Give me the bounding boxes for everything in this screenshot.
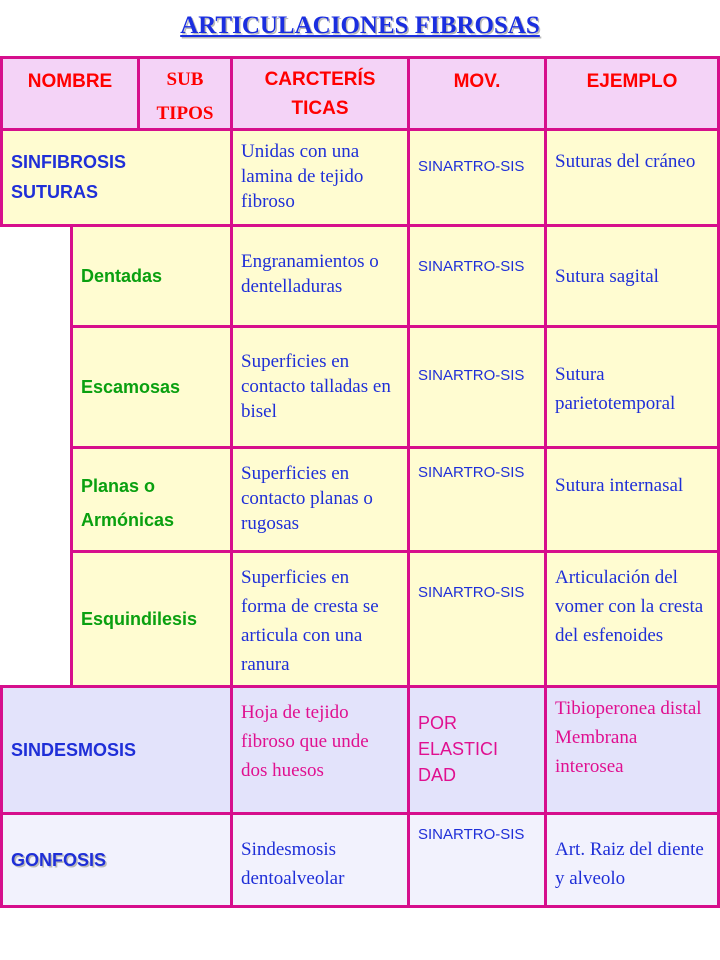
header-nombre: [0, 56, 140, 131]
gonfosis-ejemplo: Art. Raiz del diente y alveolo: [555, 839, 704, 889]
subtype-esquindilesis-desc-cell: [230, 550, 410, 688]
page-title: ARTICULACIONES FIBROSAS: [180, 12, 540, 39]
sindesmosis-name: SINDESMOSIS: [11, 740, 137, 760]
subtype-mov: SINARTRO-SIS: [418, 367, 525, 384]
subtype-esquindilesis-mov-cell: [407, 550, 547, 688]
subtype-name: Planas o Armónicas: [81, 476, 175, 530]
subtype-ejemplo: Sutura parietotemporal: [555, 364, 676, 414]
gonfosis-mov-cell: [407, 812, 547, 908]
subtype-escamosas-name-cell: [70, 325, 233, 449]
subtype-mov: SINARTRO-SIS: [418, 464, 525, 481]
subtype-planas-mov-cell: [407, 446, 547, 553]
sinfibrosis-desc-cell: [230, 128, 410, 227]
sindesmosis-ejemplo: Tibioperonea distal Membrana interosea: [555, 698, 702, 777]
subtype-desc: Engranamientos o dentelladuras: [241, 251, 379, 297]
sinfibrosis-name-cell: [0, 128, 233, 227]
sinfibrosis-ejemplo-cell: [544, 128, 720, 227]
subtype-planas-ejemplo-cell: [544, 446, 720, 553]
sinfibrosis-ejemplo: Suturas del cráneo: [555, 151, 696, 172]
subtype-name: Dentadas: [81, 266, 163, 286]
subtype-ejemplo: Sutura sagital: [555, 265, 659, 287]
subtype-dentadas-name-cell: [70, 224, 233, 328]
subtype-esquindilesis-name-cell: [70, 550, 233, 688]
sindesmosis-desc-cell: [230, 685, 410, 815]
header-caracteristicas: [230, 56, 410, 131]
subtype-escamosas-mov-cell: [407, 325, 547, 449]
subtype-planas-name-cell: [70, 446, 233, 553]
gonfosis-desc-cell: [230, 812, 410, 908]
subtype-ejemplo: Articulación del vomer con la cresta del esfenoides: [555, 567, 704, 646]
header-caracteristicas-line1: CARCTERÍS: [264, 69, 376, 90]
header-mov-label: MOV.: [453, 71, 501, 92]
header-mov: [407, 56, 547, 131]
subtype-mov: SINARTRO-SIS: [418, 584, 525, 601]
sindesmosis-name-cell: [0, 685, 233, 815]
subtype-name: Esquindilesis: [81, 609, 198, 629]
subtype-dentadas-mov-cell: [407, 224, 547, 328]
subtype-desc: Superficies en contacto talladas en bisel: [241, 351, 391, 422]
subtype-desc: Superficies en contacto planas o rugosas: [241, 463, 373, 534]
sinfibrosis-mov: SINARTRO-SIS: [418, 158, 525, 175]
sindesmosis-ejemplo-cell: [544, 685, 720, 815]
gonfosis-mov: SINARTRO-SIS: [418, 826, 525, 843]
sindesmosis-mov: POR ELASTICI DAD: [418, 713, 499, 785]
header-subtipos-line2: TIPOS: [156, 103, 214, 124]
header-ejemplo-label: EJEMPLO: [586, 71, 678, 92]
subtype-desc: Superficies en forma de cresta se articula con una ranura: [241, 567, 379, 675]
subtype-ejemplo: Sutura internasal: [555, 475, 684, 496]
header-ejemplo: [544, 56, 720, 131]
sinfibrosis-name-line2: SUTURAS: [11, 182, 99, 202]
gonfosis-name-cell: [0, 812, 233, 908]
subtype-escamosas-desc-cell: [230, 325, 410, 449]
sinfibrosis-name-line1: SINFIBROSIS: [11, 152, 127, 172]
gonfosis-name: GONFOSIS: [11, 850, 107, 870]
gonfosis-desc: Sindesmosis dentoalveolar: [241, 839, 345, 889]
subtype-escamosas-ejemplo-cell: [544, 325, 720, 449]
sinfibrosis-desc: Unidas con una lamina de tejido fibroso: [241, 141, 364, 212]
header-subtipos: [137, 56, 233, 131]
sindesmosis-desc: Hoja de tejido fibroso que unde dos huesos: [241, 702, 369, 781]
subtype-dentadas-desc-cell: [230, 224, 410, 328]
gonfosis-ejemplo-cell: [544, 812, 720, 908]
header-nombre-label: NOMBRE: [27, 71, 113, 92]
subtype-name: Escamosas: [81, 377, 181, 397]
subtype-esquindilesis-ejemplo-cell: [544, 550, 720, 688]
header-caracteristicas-line2: TICAS: [291, 98, 349, 119]
subtype-mov: SINARTRO-SIS: [418, 258, 525, 275]
subtype-planas-desc-cell: [230, 446, 410, 553]
sindesmosis-mov-cell: [407, 685, 547, 815]
sinfibrosis-mov-cell: [407, 128, 547, 227]
subtype-dentadas-ejemplo-cell: [544, 224, 720, 328]
header-subtipos-line1: SUB: [166, 69, 204, 90]
